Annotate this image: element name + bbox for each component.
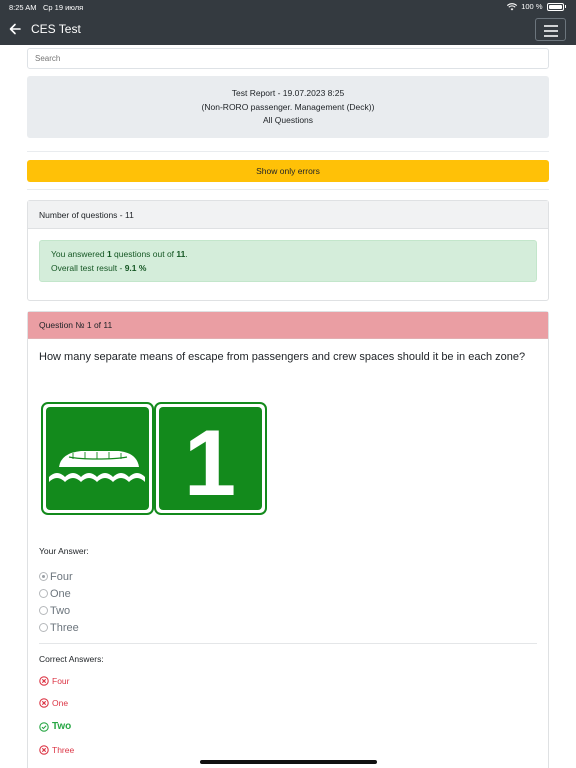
correct-answer-item: Two	[39, 721, 71, 732]
divider	[39, 643, 537, 644]
answered-count: 1	[106, 249, 112, 259]
summary-card	[27, 200, 549, 301]
status-time: 8:25 AM	[9, 3, 37, 12]
option-three[interactable]: Three	[39, 619, 79, 636]
arrow-left-icon[interactable]	[8, 21, 22, 37]
radio-icon[interactable]	[39, 606, 48, 615]
check-circle-icon	[39, 722, 49, 732]
result-value: 9.1 %	[124, 262, 147, 273]
status-bar	[0, 0, 576, 14]
question-text: How many separate means of escape from passengers and crew spaces should it be in each zone?	[39, 351, 526, 363]
option-four[interactable]: Four	[39, 568, 79, 585]
correct-answer-item: Three	[39, 745, 74, 755]
wifi-icon	[507, 3, 517, 11]
correct-answer-item: One	[39, 698, 68, 708]
status-right	[507, 2, 566, 11]
times-circle-icon	[39, 698, 49, 708]
show-only-errors-button[interactable]: Show only errors	[27, 160, 549, 182]
result-line: Overall test result - 9.1 %	[51, 262, 147, 273]
times-circle-icon	[39, 676, 49, 686]
status-date: Ср 19 июля	[43, 3, 84, 12]
lifeboat-sign-image	[39, 373, 269, 545]
question-header: Question № 1 of 11	[28, 312, 548, 339]
result-alert	[39, 240, 537, 282]
your-answer-label: Your Answer:	[39, 546, 89, 556]
total-count: 11	[176, 249, 186, 259]
hamburger-menu-icon[interactable]	[535, 18, 566, 41]
answer-options	[39, 568, 79, 636]
sign-number: 1	[183, 410, 237, 515]
report-scope: All Questions	[262, 115, 314, 125]
battery-icon	[547, 3, 564, 11]
summary-header: Number of questions - 11	[28, 201, 548, 229]
battery-percent: 100 %	[521, 2, 543, 11]
radio-icon[interactable]	[39, 623, 48, 632]
correct-answer-item: Four	[39, 676, 69, 686]
report-info-box	[27, 76, 549, 138]
radio-icon[interactable]	[39, 589, 48, 598]
search-input[interactable]	[27, 48, 549, 69]
times-circle-icon	[39, 745, 49, 755]
home-indicator	[200, 760, 377, 764]
answered-line: You answered 1 questions out of 11.	[51, 249, 188, 259]
divider	[27, 151, 549, 152]
app-title: CES Test	[31, 22, 81, 36]
report-subtitle: (Non-RORO passenger. Management (Deck))	[201, 101, 375, 112]
correct-answers-label: Correct Answers:	[39, 654, 104, 664]
divider	[27, 189, 549, 190]
lifeboat-sign-icon	[39, 373, 269, 545]
report-title: Test Report - 19.07.2023 8:25	[231, 88, 345, 98]
radio-selected-icon[interactable]	[39, 572, 48, 581]
navbar	[0, 14, 576, 45]
option-one[interactable]: One	[39, 585, 79, 602]
option-two[interactable]: Two	[39, 602, 79, 619]
question-card	[27, 311, 549, 768]
